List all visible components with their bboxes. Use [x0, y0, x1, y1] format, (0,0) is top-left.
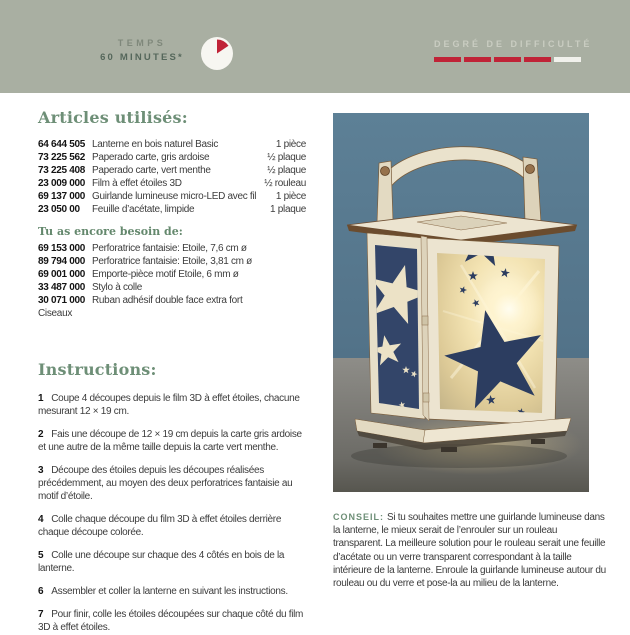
article-qty: 1 pièce — [275, 139, 306, 150]
conseil-paragraph — [333, 511, 609, 590]
needed-row — [38, 281, 306, 294]
needed-sku: 33 487 000 — [38, 282, 86, 293]
step-number: 2 — [38, 429, 44, 440]
article-row — [38, 151, 306, 164]
article-name: Paperado carte, gris ardoise — [92, 152, 210, 163]
instruction-step — [38, 549, 306, 575]
also-needed-list — [38, 242, 306, 320]
step-number: 6 — [38, 586, 44, 597]
article-name: Film à effet étoiles 3D — [92, 178, 182, 189]
article-row — [38, 164, 306, 177]
article-sku: 23 050 00 — [38, 204, 80, 215]
article-qty: 1 pièce — [275, 191, 306, 202]
article-name: Feuille d’acétate, limpide — [92, 204, 195, 215]
article-sku: 73 225 562 — [38, 152, 86, 163]
needed-row — [38, 268, 306, 281]
instructions-title: Instructions: — [38, 360, 157, 379]
difficulty-bar — [554, 57, 581, 62]
content-left-column — [38, 108, 306, 635]
instruction-step — [38, 608, 306, 634]
needed-name: Ruban adhésif double face extra fort — [92, 295, 243, 306]
needed-extra: Ciseaux — [38, 308, 73, 319]
instruction-step — [38, 392, 306, 418]
needed-sku: 69 153 000 — [38, 243, 86, 254]
instruction-step — [38, 428, 306, 454]
needed-name: Perforatrice fantaisie: Etoile, 3,81 cm ø — [92, 256, 252, 267]
timer-icon — [200, 36, 234, 71]
needed-row-extra — [38, 307, 306, 320]
step-text: Coupe 4 découpes depuis le film 3D à effet étoiles, chacune mesurant 12 × 19 cm. — [38, 393, 300, 417]
difficulty-bar — [434, 57, 461, 62]
difficulty-bar — [464, 57, 491, 62]
time-value: 60 MINUTES* — [100, 52, 184, 63]
step-text: Assembler et coller la lanterne en suivant les instructions. — [51, 586, 288, 597]
articles-list — [38, 138, 306, 216]
step-number: 3 — [38, 465, 44, 476]
needed-sku: 89 794 000 — [38, 256, 86, 267]
lantern-front-face — [421, 214, 559, 425]
difficulty-block — [434, 39, 604, 62]
step-text: Colle une découpe sur chaque des 4 côtés en bois de la lanterne. — [38, 550, 285, 574]
corner-clasp — [423, 393, 429, 402]
time-block — [88, 38, 196, 63]
needed-name: Stylo à colle — [92, 282, 143, 293]
step-text: Colle chaque découpe du film 3D à effet étoiles derrière chaque découpe colorée. — [38, 514, 282, 538]
step-number: 1 — [38, 393, 44, 404]
article-sku: 23 009 000 — [38, 178, 86, 189]
header-band — [0, 0, 630, 93]
instruction-step — [38, 513, 306, 539]
difficulty-meter — [434, 57, 604, 62]
articles-title: Articles utilisés: — [38, 108, 188, 127]
step-text: Fais une découpe de 12 × 19 cm depuis la carte gris ardoise et une autre de la même taille depuis la carte vert menthe. — [38, 429, 302, 453]
difficulty-bar — [494, 57, 521, 62]
needed-name: Perforatrice fantaisie: Etoile, 7,6 cm ø — [92, 243, 247, 254]
article-sku: 64 644 505 — [38, 139, 86, 150]
step-number: 4 — [38, 514, 44, 525]
article-qty: ½ rouleau — [264, 178, 306, 189]
also-needed-title: Tu as encore besoin de: — [38, 225, 183, 238]
difficulty-label: DEGRÉ DE DIFFICULTÉ — [434, 39, 593, 49]
article-row — [38, 138, 306, 151]
needed-row — [38, 255, 306, 268]
conseil-text: Si tu souhaites mettre une guirlande lumineuse dans la lanterne, le mieux serait de l’enrouler sur un rouleau transparent. La meilleure solution pour le rouleau serait une feuille d’acétate ou un verre transparent correspondant à la taille intérieure de la lanterne. Enroule la guirlande lumineuse autour du rouleau ou du verre et pose-la au milieu de la lanterne. — [333, 512, 606, 590]
article-qty: ½ plaque — [267, 152, 306, 163]
article-row — [38, 177, 306, 190]
article-sku: 69 137 000 — [38, 191, 86, 202]
needed-name: Emporte-pièce motif Etoile, 6 mm ø — [92, 269, 239, 280]
step-number: 7 — [38, 609, 44, 620]
step-text: Pour finir, colle les étoiles découpées sur chaque côté du film 3D à effet étoiles. — [38, 609, 304, 633]
lantern-illustration — [333, 113, 589, 492]
step-text: Découpe des étoiles depuis les découpes réalisées précédemment, au moyen des deux perforatrices fantaisie au motif d’étoile. — [38, 465, 293, 502]
article-qty: 1 plaque — [270, 204, 306, 215]
needed-sku: 69 001 000 — [38, 269, 86, 280]
article-name: Paperado carte, vert menthe — [92, 165, 211, 176]
article-sku: 73 225 408 — [38, 165, 86, 176]
needed-row — [38, 242, 306, 255]
instruction-step — [38, 585, 306, 598]
instruction-step — [38, 464, 306, 503]
article-name: Guirlande lumineuse micro-LED avec fil — [92, 191, 257, 202]
conseil-label: CONSEIL: — [333, 512, 385, 522]
article-row — [38, 203, 306, 216]
needed-sku: 30 071 000 — [38, 295, 86, 306]
time-label: TEMPS — [117, 38, 167, 48]
needed-row — [38, 294, 306, 307]
difficulty-bar — [524, 57, 551, 62]
article-name: Lanterne en bois naturel Basic — [92, 139, 219, 150]
article-row — [38, 190, 306, 203]
instructions-steps — [38, 392, 306, 634]
corner-clasp — [422, 316, 428, 325]
lantern-photo — [333, 113, 589, 492]
step-number: 5 — [38, 550, 44, 561]
article-qty: ½ plaque — [267, 165, 306, 176]
